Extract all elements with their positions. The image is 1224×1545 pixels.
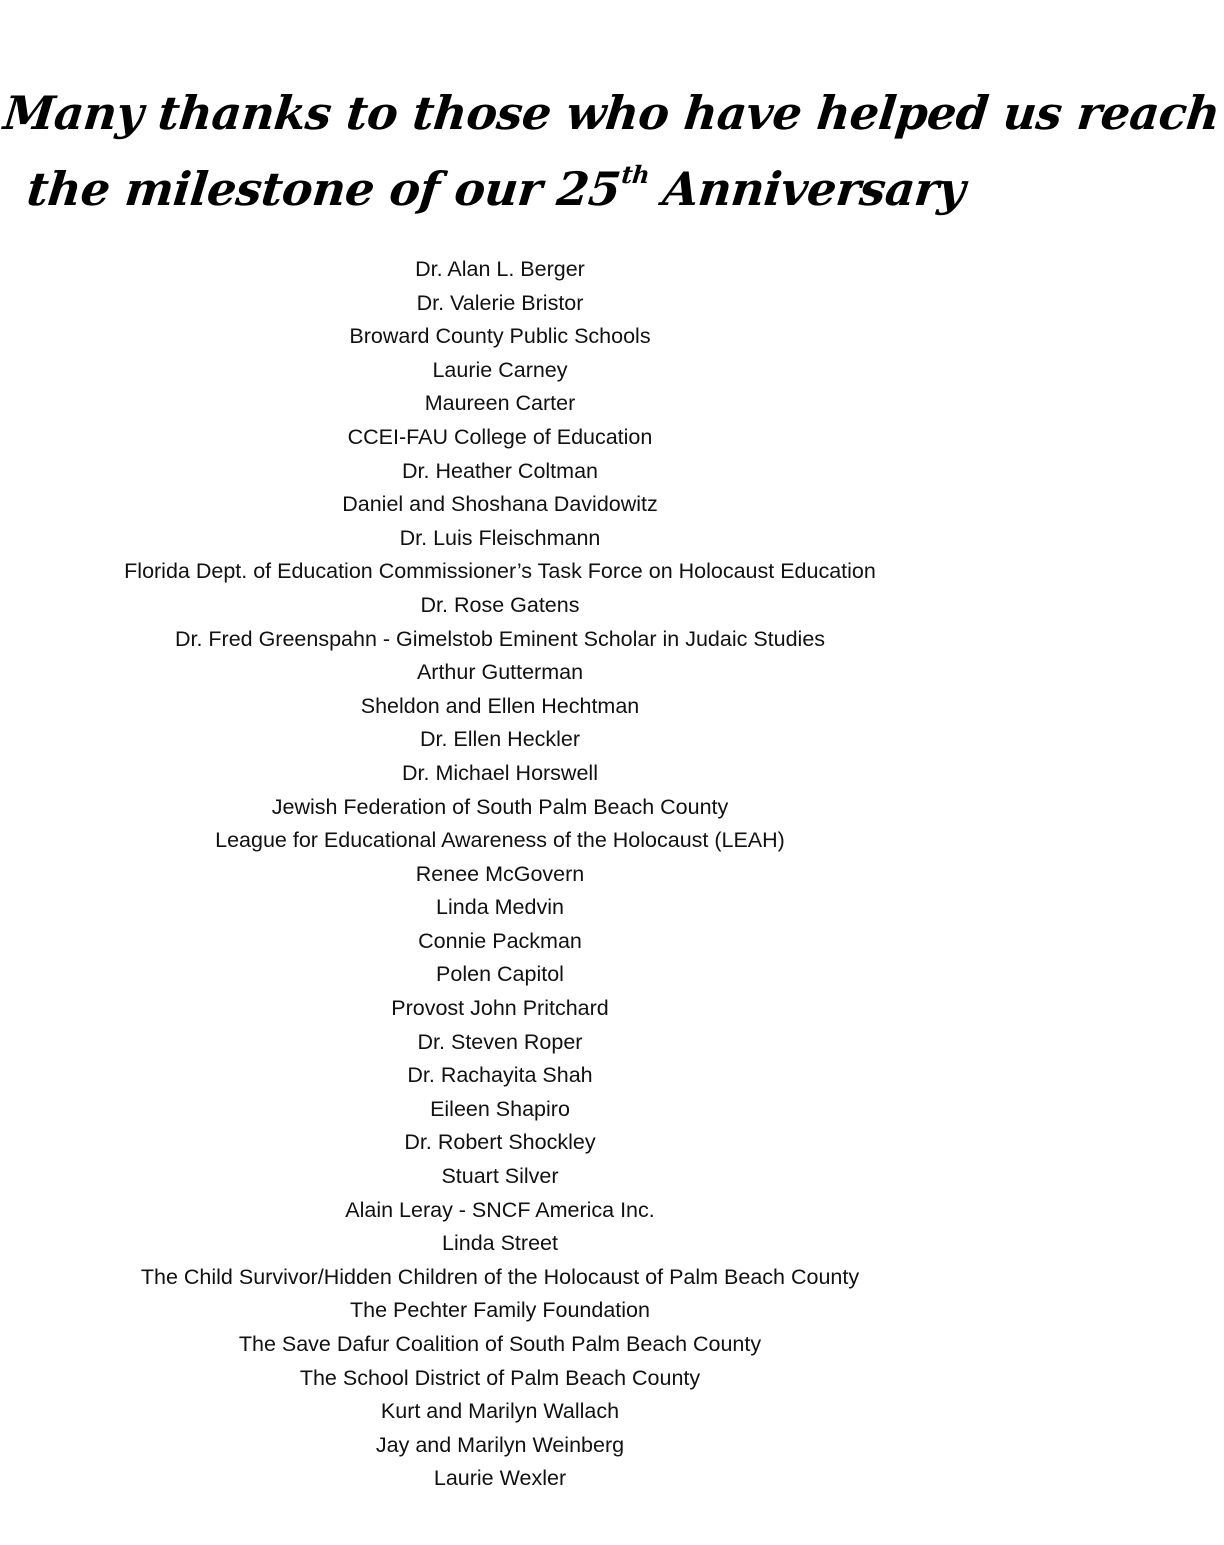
list-item: Maureen Carter <box>424 391 576 416</box>
list-item: The School District of Palm Beach County <box>299 1365 701 1390</box>
list-item: The Save Dafur Coalition of South Palm Beach County <box>238 1332 762 1356</box>
list-item: Arthur Gutterman <box>416 660 584 685</box>
list-item: Dr. Michael Horswell <box>402 760 598 785</box>
list-item: Dr. Valerie Bristor <box>416 290 584 315</box>
list-item: Dr. Steven Roper <box>417 1029 583 1054</box>
list-item: Laurie Carney <box>432 357 568 382</box>
list-item: Polen Capitol <box>436 962 564 987</box>
list-item: Renee McGovern <box>415 861 585 886</box>
list-item: Broward County Public Schools <box>349 324 651 349</box>
list-item: Dr. Heather Coltman <box>402 458 598 483</box>
ordinal-suffix: th <box>620 159 651 189</box>
list-item: CCEI-FAU College of Education <box>347 424 653 449</box>
title-line-2 <box>0 151 1000 227</box>
list-item: Eileen Shapiro <box>430 1096 570 1121</box>
title-line-2-end: Anniversary <box>644 161 968 216</box>
list-item: The Pechter Family Foundation <box>350 1298 650 1323</box>
list-item: Daniel and Shoshana Davidowitz <box>342 492 658 517</box>
list-item: Dr. Ellen Heckler <box>419 727 581 752</box>
list-item: Laurie Wexler <box>433 1466 567 1491</box>
page-title <box>0 75 1223 227</box>
list-item: Provost John Pritchard <box>391 996 609 1021</box>
list-item: Florida Dept. of Education Commissioner’s Task Force on Holocaust Education <box>124 559 876 584</box>
list-item: Dr. Alan L. Berger <box>415 257 585 281</box>
list-item: Stuart Silver <box>441 1164 559 1189</box>
list-item: League for Educational Awareness of the Holocaust (LEAH) <box>215 828 785 853</box>
list-item: Dr. Luis Fleischmann <box>399 525 601 550</box>
list-item: Linda Medvin <box>436 895 564 920</box>
list-item: Jay and Marilyn Weinberg <box>375 1432 625 1457</box>
list-item: Dr. Robert Shockley <box>404 1130 596 1155</box>
list-item: Connie Packman <box>418 928 582 953</box>
list-item: The Child Survivor/Hidden Children of the Holocaust of Palm Beach County <box>140 1264 860 1289</box>
list-item: Jewish Federation of South Palm Beach County <box>271 794 729 819</box>
title-line-1: Many thanks to those who have helped us reach <box>1 85 1223 140</box>
list-item: Sheldon and Ellen Hechtman <box>360 693 640 718</box>
title-line-2-start: the milestone of our 25 <box>24 161 623 216</box>
list-item: Kurt and Marilyn Wallach <box>380 1399 620 1424</box>
list-item: Dr. Fred Greenspahn - Gimelstob Eminent Scholar in Judaic Studies <box>174 626 826 651</box>
list-item: Alain Leray - SNCF America Inc. <box>345 1197 655 1222</box>
list-item: Dr. Rose Gatens <box>420 592 580 617</box>
list-item: Linda Street <box>442 1231 558 1256</box>
list-item: Dr. Rachayita Shah <box>407 1063 593 1088</box>
acknowledgement-list <box>0 253 1000 1496</box>
